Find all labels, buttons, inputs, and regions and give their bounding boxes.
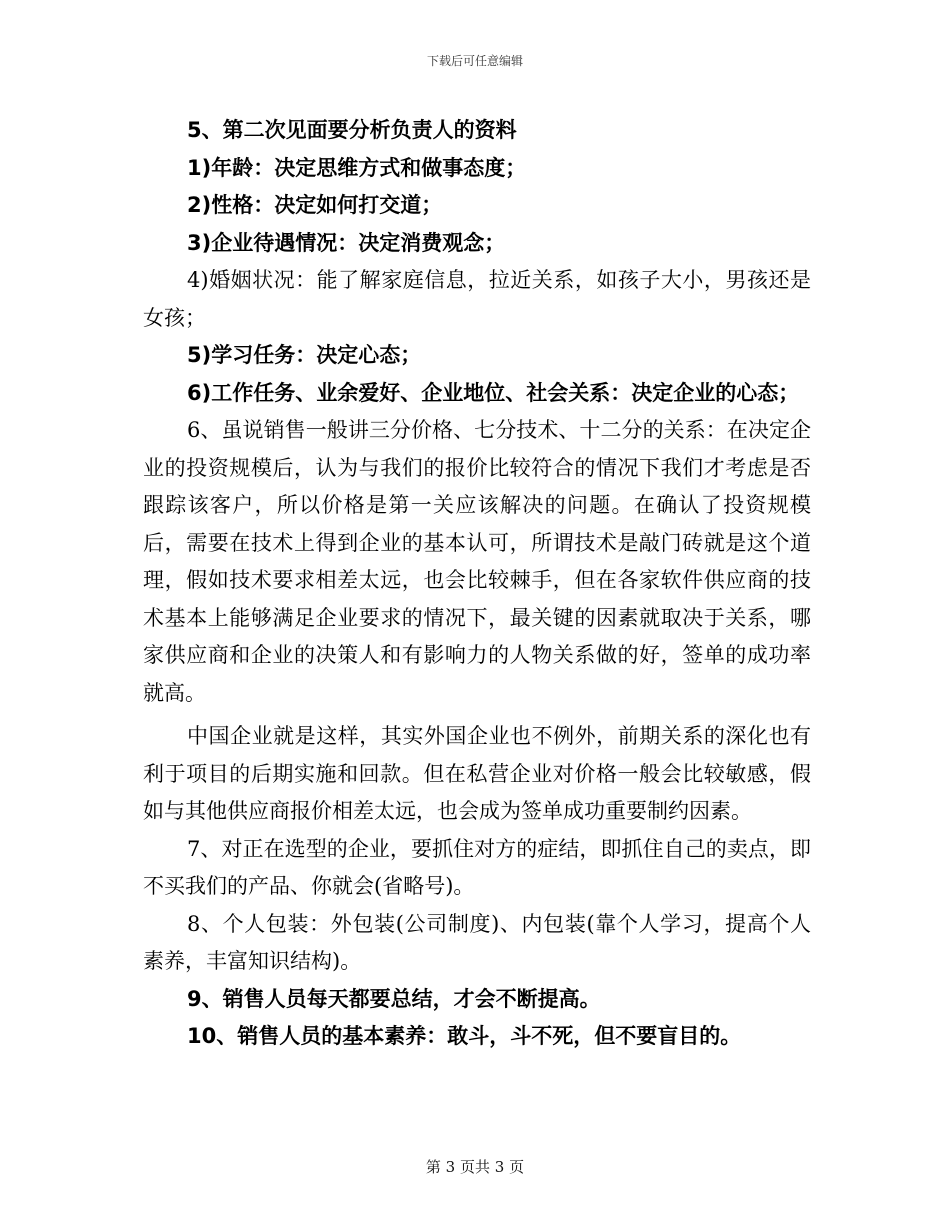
paragraph-9-summary: 9、销售人员每天都要总结，才会不断提高。 bbox=[187, 986, 601, 1011]
paragraph-age: 1)年龄：决定思维方式和做事态度； bbox=[187, 155, 527, 180]
paragraph-6-relations: 6、虽说销售一般讲三分价格、七分技术、十二分的关系：在决定企业的投资规模后，认为与我们的报价比较符合的情况下我们才考虑是否跟踪该客户，所以价格是第一关应该解决的问题。在确认了投资规模后，需要在技术上得到企业的基本认可，所谓技术是敲门砖就是这个道理，假如技术要求相差太远，也会比较棘手，但在各家软件供应商的技术基本上能够满足企业要求的情况下，最关键的因素就取决于关系，哪家供应商和企业的决策人和有影响力的人物关系做的好，签单的成功率就高。 bbox=[143, 418, 811, 705]
paragraph-8-packaging: 8、个人包装：外包装(公司制度)、内包装(靠个人学习，提高个人素养，丰富知识结构)。 bbox=[143, 911, 811, 973]
paragraph-10-quality: 10、销售人员的基本素养：敢斗，斗不死，但不要盲目的。 bbox=[187, 1024, 742, 1048]
paragraph-marriage: 4)婚姻状况：能了解家庭信息，拉近关系，如孩子大小，男孩还是女孩； bbox=[143, 268, 811, 330]
paragraph-work-tasks: 6)工作任务、业余爱好、企业地位、社会关系：决定企业的心态； bbox=[187, 380, 800, 405]
paragraph-treatment: 3)企业待遇情况：决定消费观念； bbox=[187, 230, 506, 255]
document-body bbox=[143, 112, 811, 1056]
paragraph-personality: 2)性格：决定如何打交道； bbox=[187, 193, 443, 217]
paragraph-chinese-enterprises: 中国企业就是这样，其实外国企业也不例外，前期关系的深化也有利于项目的后期实施和回款。但在私营企业对价格一般会比较敏感，假如与其他供应商报价相差太远，也会成为签单成功重要制约因素。 bbox=[143, 724, 811, 823]
page-footer: 第 3 页共 3 页 bbox=[425, 1158, 525, 1176]
paragraph-learning: 5)学习任务：决定心态； bbox=[187, 343, 422, 367]
page-header: 下载后可任意编辑 bbox=[426, 54, 523, 68]
paragraph-5-heading: 5、第二次见面要分析负责人的资料 bbox=[187, 118, 517, 142]
paragraph-7-selling-point: 7、对正在选型的企业，要抓住对方的症结，即抓住自己的卖点，即不买我们的产品、你就会(省略号)。 bbox=[143, 836, 811, 898]
